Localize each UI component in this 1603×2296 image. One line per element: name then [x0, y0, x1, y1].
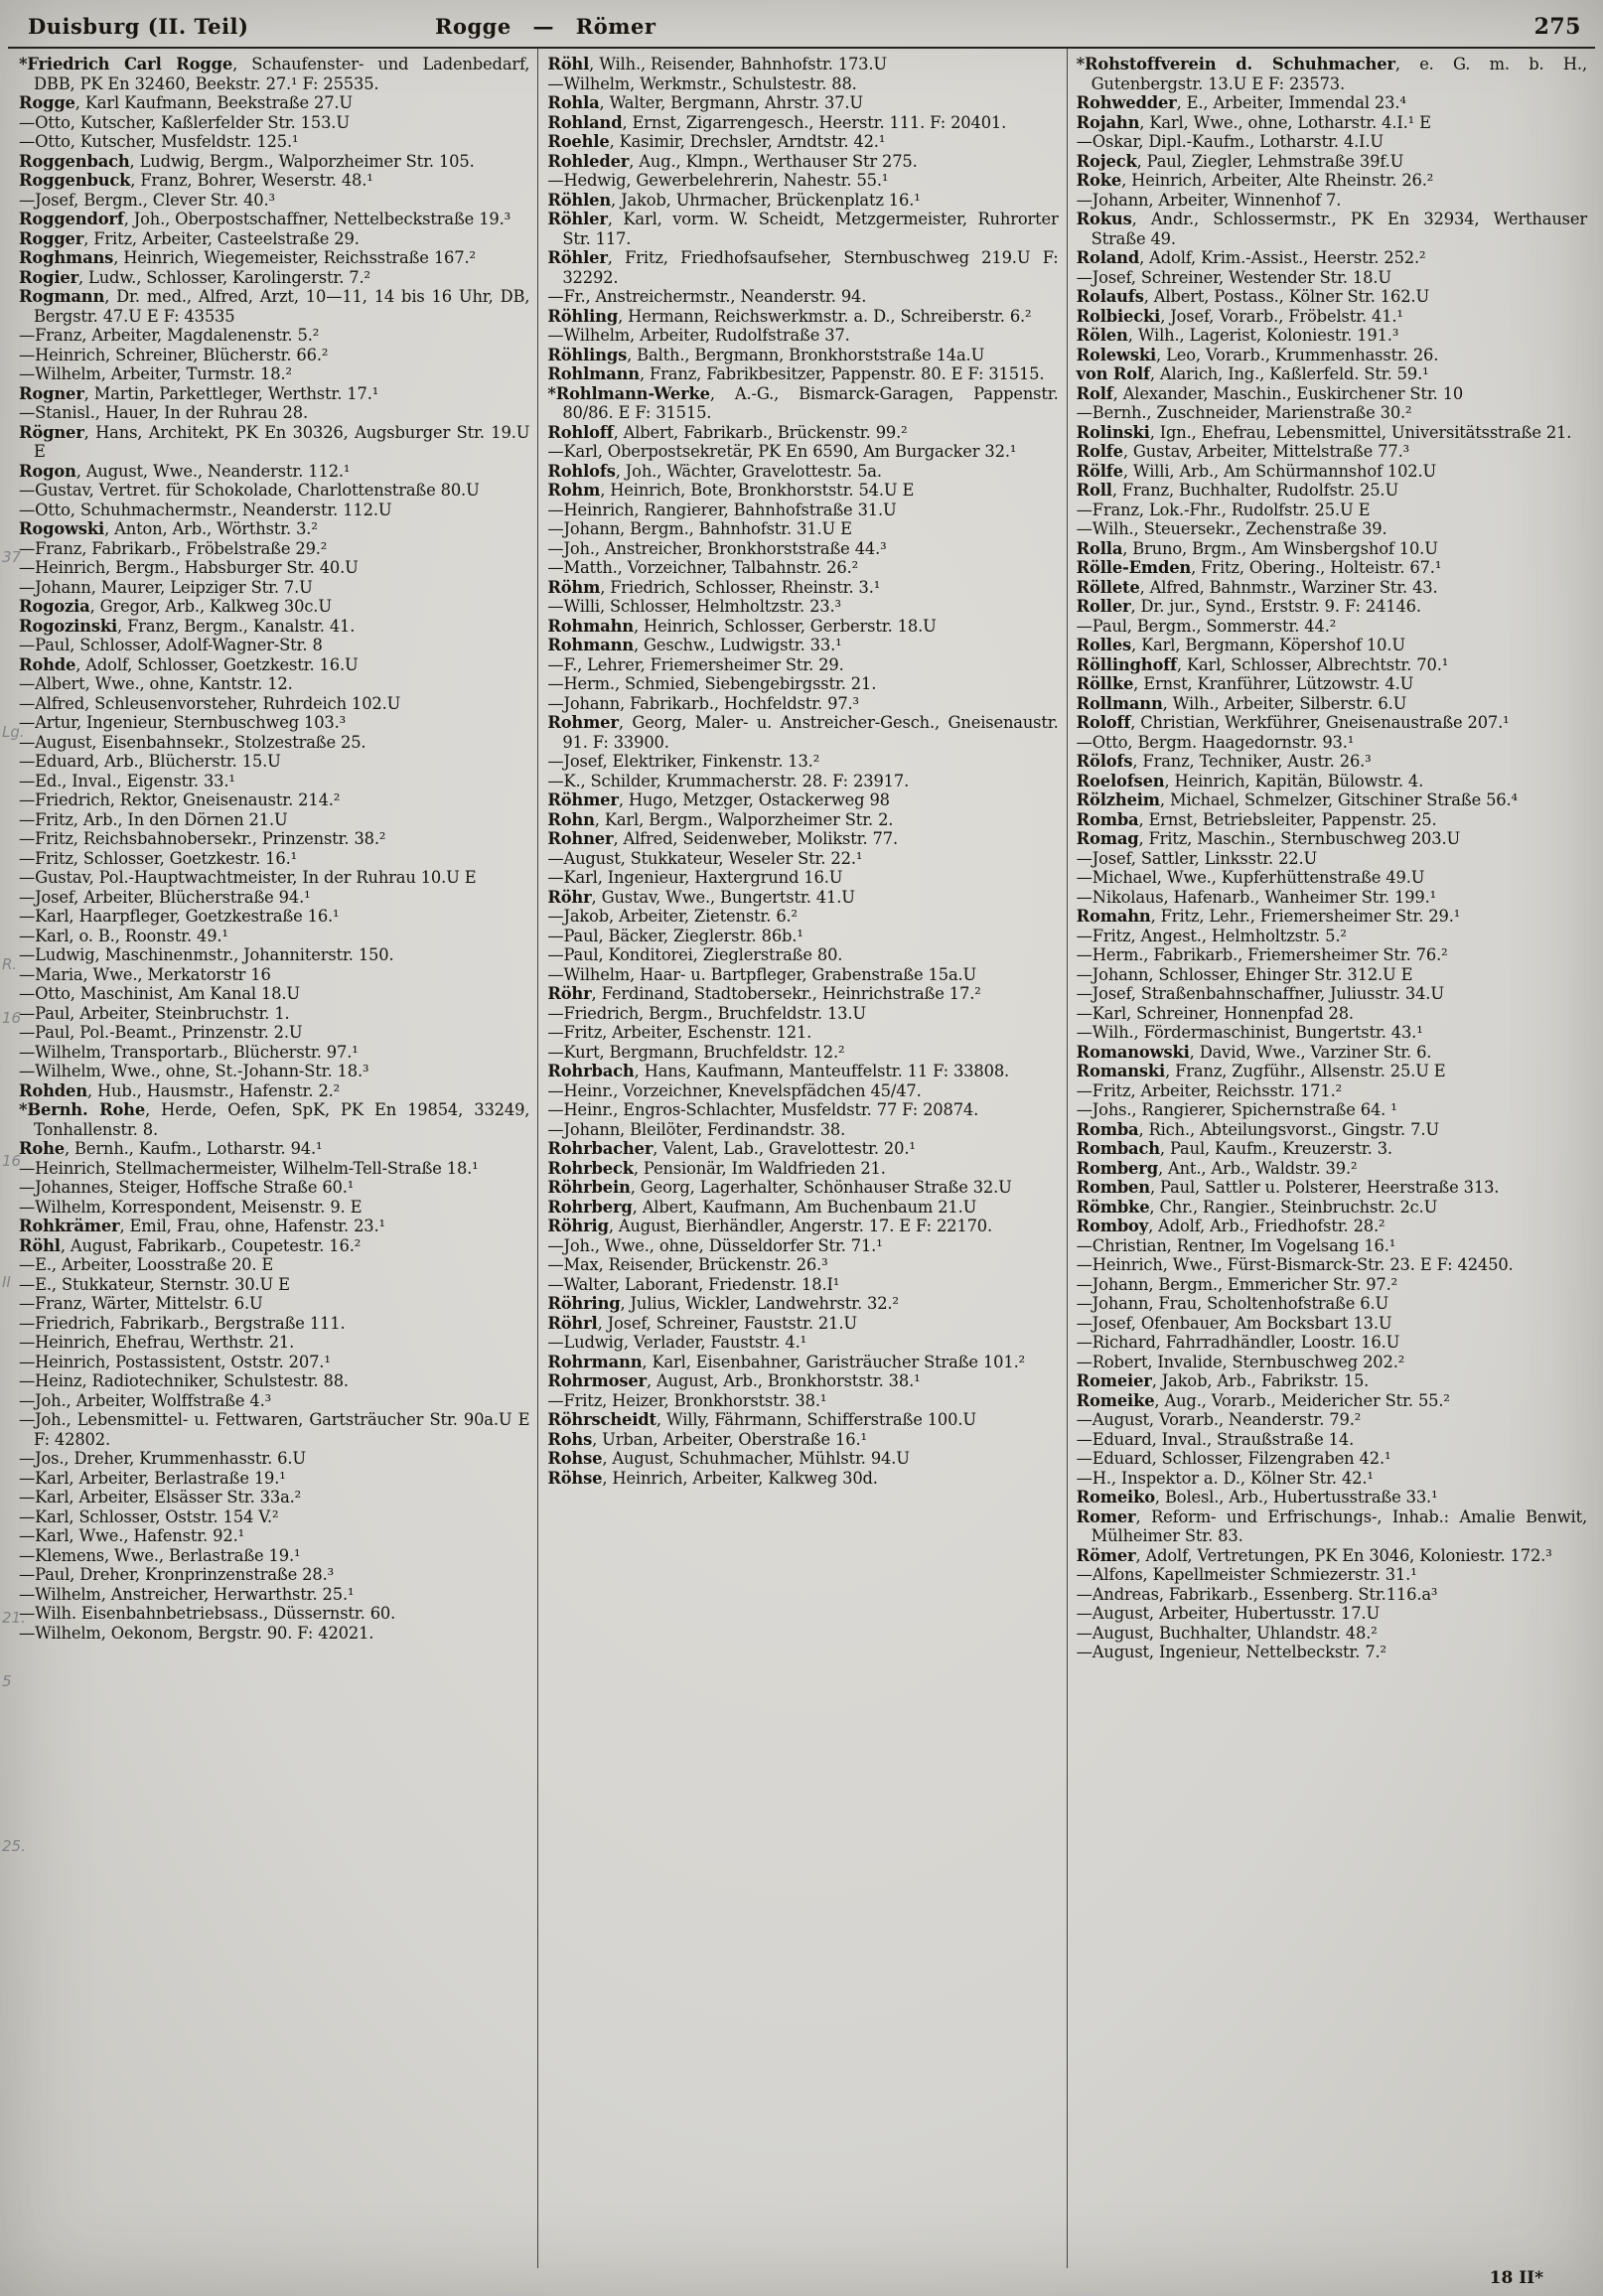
directory-entry: —Wilhelm, Oekonom, Bergstr. 90. F: 42021.: [19, 1623, 374, 1643]
directory-entry: —Jakob, Arbeiter, Zietenstr. 6.²: [547, 907, 798, 926]
directory-entry: Roelofsen, Heinrich, Kapitän, Bülowstr. 4.: [1076, 771, 1424, 790]
directory-entry: Röhler, Karl, vorm. W. Scheidt, Metzgermeister, Ruhrorter Str. 117.: [547, 210, 1059, 248]
directory-entry: Rohrmann, Karl, Eisenbahner, Garisträucher Straße 101.²: [547, 1352, 1025, 1371]
directory-entry: Rohmer, Georg, Maler- u. Anstreicher-Gesch., Gneisenaustr. 91. F: 33900.: [547, 713, 1059, 752]
directory-entry: —Paul, Bäcker, Zieglerstr. 86b.¹: [547, 926, 803, 945]
directory-entry: —Karl, Wwe., Hafenstr. 92.¹: [19, 1526, 244, 1545]
directory-entry: Romer, Reform- und Erfrischungs-, Inhab.: Amalie Benwit, Mülheimer Str. 83.: [1076, 1507, 1587, 1545]
directory-entry: —Fr., Anstreichermstr., Neanderstr. 94.: [547, 287, 867, 306]
directory-entry: —Heinr., Engros-Schlachter, Musfeldstr. 77 F: 20874.: [547, 1100, 979, 1119]
directory-entry: Röhrig, August, Bierhändler, Angerstr. 17. E F: 22170.: [547, 1217, 993, 1235]
directory-entry: —Stanisl., Hauer, In der Ruhrau 28.: [19, 403, 308, 422]
directory-entry: —Maria, Wwe., Merkatorstr 16: [19, 964, 271, 984]
directory-entry: —Heinr., Vorzeichner, Knevelspfädchen 45/47.: [547, 1080, 922, 1100]
directory-entry: Röhm, Friedrich, Schlosser, Rheinstr. 3.¹: [547, 577, 881, 597]
directory-column-2: [538, 53, 1066, 2268]
directory-entry: Rohleder, Aug., Klmpn., Werthauser Str 275.: [547, 151, 918, 171]
directory-entry: Rolfe, Gustav, Arbeiter, Mittelstraße 77.³: [1076, 442, 1409, 461]
directory-entry: Rohn, Karl, Bergm., Walporzheimer Str. 2.: [547, 809, 894, 829]
directory-entry: Röhrbein, Georg, Lagerhalter, Schönhauser Straße 32.U: [547, 1178, 1012, 1197]
directory-entry: —E., Stukkateur, Sternstr. 30.U E: [19, 1274, 290, 1294]
directory-entry: Röhrscheidt, Willy, Fährmann, Schifferstraße 100.U: [547, 1410, 976, 1429]
directory-entry: —Wilhelm, Anstreicher, Herwarthstr. 25.¹: [19, 1584, 355, 1604]
directory-entry: Rombach, Paul, Kaufm., Kreuzerstr. 3.: [1076, 1139, 1392, 1158]
directory-entry: Romberg, Ant., Arb., Waldstr. 39.²: [1076, 1158, 1358, 1178]
directory-entry: Rohrmoser, August, Arb., Bronkhorststr. 38.¹: [547, 1371, 921, 1390]
directory-entry: Rohland, Ernst, Zigarrengesch., Heerstr. 111. F: 20401.: [547, 112, 1007, 132]
directory-entry: Rohmahn, Heinrich, Schlosser, Gerberstr. 18.U: [547, 616, 937, 636]
directory-entry: —Andreas, Fabrikarb., Essenberg. Str.116.a³: [1076, 1584, 1438, 1604]
directory-entry: —Wilh., Steuersekr., Zechenstraße 39.: [1076, 519, 1387, 538]
directory-entry: Rohrbeck, Pensionär, Im Waldfrieden 21.: [547, 1158, 886, 1178]
directory-entry: —E., Arbeiter, Loosstraße 20. E: [19, 1255, 274, 1274]
directory-entry: —Eduard, Schlosser, Filzengraben 42.¹: [1076, 1449, 1391, 1468]
directory-entry: —Eduard, Arb., Blücherstr. 15.U: [19, 752, 281, 771]
directory-entry: Rogge, Karl Kaufmann, Beekstraße 27.U: [19, 93, 354, 112]
directory-entry: —Wilhelm, Transportarb., Blücherstr. 97.¹: [19, 1042, 359, 1062]
directory-entry: Rollmann, Wilh., Arbeiter, Silberstr. 6.U: [1076, 693, 1407, 713]
directory-entry: —Max, Reisender, Brückenstr. 26.³: [547, 1255, 828, 1274]
directory-entry: —Fritz, Schlosser, Goetzkestr. 16.¹: [19, 848, 297, 868]
directory-entry: Romag, Fritz, Maschin., Sternbuschweg 203.U: [1076, 829, 1461, 848]
directory-entry: —Hedwig, Gewerbelehrerin, Nahestr. 55.¹: [547, 171, 889, 190]
directory-entry: Rohloff, Albert, Fabrikarb., Brückenstr. 99.²: [547, 422, 908, 442]
directory-entry: Rolbiecki, Josef, Vorarb., Fröbelstr. 41.¹: [1076, 306, 1403, 326]
directory-entry: —Karl, Haarpfleger, Goetzkestraße 16.¹: [19, 907, 340, 926]
directory-entry: Röhling, Hermann, Reichswerkmstr. a. D., Schreiberstr. 6.²: [547, 306, 1032, 326]
directory-entry: Romeier, Jakob, Arb., Fabrikstr. 15.: [1076, 1371, 1370, 1390]
directory-entry: —Fritz, Heizer, Bronkhorststr. 38.¹: [547, 1390, 827, 1410]
directory-entry: —Klemens, Wwe., Berlastraße 19.¹: [19, 1545, 301, 1565]
directory-entry: —Karl, o. B., Roonstr. 49.¹: [19, 926, 228, 945]
directory-entry: —Heinrich, Schreiner, Blücherstr. 66.²: [19, 345, 329, 364]
page-number: 275: [1533, 14, 1581, 40]
directory-entry: Rolles, Karl, Bergmann, Köpershof 10.U: [1076, 636, 1405, 654]
directory-entry: Rogozia, Gregor, Arb., Kalkweg 30c.U: [19, 597, 332, 616]
margin-annotation: 25.: [2, 1837, 26, 1855]
directory-entry: —Johann, Bleilöter, Ferdinandstr. 38.: [547, 1119, 846, 1139]
directory-entry: Rolla, Bruno, Brgm., Am Winsbergshof 10.U: [1076, 538, 1438, 558]
directory-entry: —Michael, Wwe., Kupferhüttenstraße 49.U: [1076, 868, 1425, 887]
directory-entry: —Otto, Kutscher, Musfeldstr. 125.¹: [19, 132, 299, 151]
directory-entry: Rolf, Alexander, Maschin., Euskirchener Str. 10: [1076, 383, 1464, 403]
page-header: [0, 14, 1603, 46]
margin-annotation: R.: [2, 955, 18, 973]
directory-entry: —Christian, Rentner, Im Vogelsang 16.¹: [1076, 1235, 1396, 1255]
directory-entry: —Paul, Pol.-Beamt., Prinzenstr. 2.U: [19, 1023, 303, 1042]
directory-entry: Röhlen, Jakob, Uhrmacher, Brückenplatz 16.¹: [547, 190, 921, 210]
directory-entry: —Johs., Rangierer, Spichernstraße 64. ¹: [1076, 1100, 1397, 1119]
directory-entry: —Paul, Dreher, Kronprinzenstraße 28.³: [19, 1565, 334, 1584]
directory-entry: —Fritz, Reichsbahnobersekr., Prinzenstr. 38.²: [19, 829, 386, 848]
directory-entry: —Bernh., Zuschneider, Marienstraße 30.²: [1076, 403, 1412, 422]
directory-entry: —Richard, Fahrradhändler, Loostr. 16.U: [1076, 1333, 1400, 1352]
directory-entry: —Karl, Ingenieur, Haxtergrund 16.U: [547, 868, 843, 887]
margin-annotation: 21.: [2, 1609, 26, 1627]
directory-entry: —Kurt, Bergmann, Bruchfeldstr. 12.²: [547, 1042, 845, 1062]
directory-entry: Rohlmann, Franz, Fabrikbesitzer, Pappenstr. 80. E F: 31515.: [547, 364, 1045, 383]
directory-entry: —Johann, Schlosser, Ehinger Str. 312.U E: [1076, 964, 1413, 984]
directory-entry: Röhler, Fritz, Friedhofsaufseher, Sternbuschweg 219.U F: 32292.: [547, 248, 1059, 287]
directory-entry: Röhrl, Josef, Schreiner, Fauststr. 21.U: [547, 1313, 857, 1333]
directory-entry: Roller, Dr. jur., Synd., Erststr. 9. F: 24146.: [1076, 597, 1421, 616]
directory-entry: Rohkrämer, Emil, Frau, ohne, Hafenstr. 23.¹: [19, 1217, 385, 1235]
directory-entry: —Herm., Fabrikarb., Friemersheimer Str. 76.²: [1076, 945, 1448, 964]
directory-entry: —August, Eisenbahnsekr., Stolzestraße 25.: [19, 732, 366, 752]
directory-entry: —Joh., Lebensmittel- u. Fettwaren, Gartsträucher Str. 90a.U E F: 42802.: [19, 1410, 530, 1449]
directory-entry: —Heinz, Radiotechniker, Schulstestr. 88.: [19, 1371, 349, 1390]
directory-entry: —Jos., Dreher, Krummenhasstr. 6.U: [19, 1449, 306, 1468]
directory-entry: —Josef, Sattler, Linksstr. 22.U: [1076, 848, 1318, 868]
directory-entry: Rohs, Urban, Arbeiter, Oberstraße 16.¹: [547, 1429, 867, 1449]
directory-entry: Romboy, Adolf, Arb., Friedhofstr. 28.²: [1076, 1217, 1385, 1235]
directory-entry: —Josef, Ofenbauer, Am Bocksbart 13.U: [1076, 1313, 1392, 1333]
directory-entry: —Karl, Schlosser, Oststr. 154 V.²: [19, 1507, 279, 1526]
directory-entry: —Willi, Schlosser, Helmholtzstr. 23.³: [547, 597, 841, 616]
directory-entry: —F., Lehrer, Friemersheimer Str. 29.: [547, 654, 844, 674]
directory-entry: Rohrbacher, Valent, Lab., Gravelottestr. 20.¹: [547, 1139, 916, 1158]
directory-column-3: [1068, 53, 1595, 2268]
directory-entry: —Fritz, Angest., Helmholtzstr. 5.²: [1076, 926, 1347, 945]
directory-entry: Roggendorf, Joh., Oberpostschaffner, Nettelbeckstraße 19.³: [19, 210, 511, 228]
directory-entry: —August, Arbeiter, Hubertusstr. 17.U: [1076, 1604, 1381, 1623]
directory-entry: —Otto, Schuhmachermstr., Neanderstr. 112.U: [19, 500, 392, 519]
directory-entry: —Otto, Maschinist, Am Kanal 18.U: [19, 984, 300, 1003]
directory-entry: Rolinski, Ign., Ehefrau, Lebensmittel, Universitätsstraße 21.: [1076, 422, 1572, 442]
directory-entry: —Franz, Fabrikarb., Fröbelstraße 29.²: [19, 538, 328, 558]
directory-entry: Rojahn, Karl, Wwe., ohne, Lotharstr. 4.I.¹ E: [1076, 112, 1431, 132]
directory-entry: Romanski, Franz, Zugführ., Allsenstr. 25.U E: [1076, 1062, 1446, 1080]
directory-entry: —Johann, Fabrikarb., Hochfeldstr. 97.³: [547, 693, 859, 713]
directory-entry: —Johann, Bergm., Emmericher Str. 97.²: [1076, 1274, 1398, 1294]
directory-entry: —Ludwig, Verlader, Fauststr. 4.¹: [547, 1333, 807, 1352]
directory-entry: *Bernh. Rohe, Herde, Oefen, SpK, PK En 19854, 33249, Tonhallenstr. 8.: [19, 1100, 530, 1139]
printers-signature: 18 II*: [1489, 2268, 1543, 2288]
directory-entry: —Paul, Arbeiter, Steinbruchstr. 1.: [19, 1003, 290, 1023]
directory-entry: Roggenbuck, Franz, Bohrer, Weserstr. 48.¹: [19, 171, 373, 190]
directory-entry: Roggenbach, Ludwig, Bergm., Walporzheimer Str. 105.: [19, 151, 475, 171]
directory-entry: Romba, Ernst, Betriebsleiter, Pappenstr. 25.: [1076, 809, 1437, 829]
directory-entry: —Josef, Schreiner, Westender Str. 18.U: [1076, 267, 1391, 287]
margin-annotation: 16: [2, 1009, 22, 1027]
directory-entry: Rogon, August, Wwe., Neanderstr. 112.¹: [19, 461, 351, 481]
directory-entry: —Wilhelm, Arbeiter, Rudolfstraße 37.: [547, 326, 850, 345]
directory-entry: *Rohstoffverein d. Schuhmacher, e. G. m. b. H., Gutenbergstr. 13.U E F: 23573.: [1076, 55, 1587, 93]
directory-entry: Rohden, Hub., Hausmstr., Hafenstr. 2.²: [19, 1080, 341, 1100]
directory-entry: Röhl, August, Fabrikarb., Coupetestr. 16.²: [19, 1235, 362, 1255]
directory-entry: Röhr, Ferdinand, Stadtobersekr., Heinrichstraße 17.²: [547, 984, 981, 1003]
directory-entry: —Karl, Arbeiter, Berlastraße 19.¹: [19, 1468, 286, 1488]
directory-entry: Roke, Heinrich, Arbeiter, Alte Rheinstr. 26.²: [1076, 171, 1434, 190]
directory-entry: Röhring, Julius, Wickler, Landwehrstr. 32.²: [547, 1294, 899, 1313]
directory-entry: —Ed., Inval., Eigenstr. 33.¹: [19, 771, 235, 790]
directory-entry: —Ludwig, Maschinenmstr., Johanniterstr. 150.: [19, 945, 394, 964]
directory-entry: Rohde, Adolf, Schlosser, Goetzkestr. 16.U: [19, 654, 359, 674]
header-name-range: Rogge — Römer: [435, 14, 656, 39]
directory-entry: —Heinrich, Stellmachermeister, Wilhelm-Tell-Straße 18.¹: [19, 1158, 479, 1178]
directory-entry: —Karl, Arbeiter, Elsässer Str. 33a.²: [19, 1488, 302, 1507]
directory-entry: *Rohlmann-Werke, A.-G., Bismarck-Garagen, Pappenstr. 80/86. E F: 31515.: [547, 383, 1059, 422]
directory-columns: [10, 53, 1595, 2268]
directory-entry: —Joh., Anstreicher, Bronkhorststraße 44.³: [547, 538, 887, 558]
header-rule: [8, 47, 1595, 49]
directory-entry: Romba, Rich., Abteilungsvorst., Gingstr. 7.U: [1076, 1119, 1439, 1139]
directory-entry: —Gustav, Pol.-Hauptwachtmeister, In der Ruhrau 10.U E: [19, 868, 477, 887]
directory-entry: —Heinrich, Ehefrau, Werthstr. 21.: [19, 1333, 295, 1352]
directory-entry: —Nikolaus, Hafenarb., Wanheimer Str. 199.¹: [1076, 887, 1437, 907]
directory-entry: Röhse, Heinrich, Arbeiter, Kalkweg 30d.: [547, 1468, 878, 1488]
directory-entry: Röhmer, Hugo, Metzger, Ostackerweg 98: [547, 790, 890, 809]
directory-entry: —Paul, Schlosser, Adolf-Wagner-Str. 8: [19, 636, 323, 654]
directory-entry: —Karl, Schreiner, Honnenpfad 28.: [1076, 1003, 1354, 1023]
directory-entry: —Josef, Bergm., Clever Str. 40.³: [19, 190, 275, 210]
directory-entry: Rohwedder, E., Arbeiter, Immendal 23.⁴: [1076, 93, 1406, 112]
directory-entry: —Josef, Arbeiter, Blücherstraße 94.¹: [19, 887, 311, 907]
directory-entry: Rohner, Alfred, Seidenweber, Molikstr. 77.: [547, 829, 898, 848]
directory-entry: Rölle-Emden, Fritz, Obering., Holteistr. 67.¹: [1076, 558, 1442, 577]
directory-entry: —Otto, Kutscher, Kaßlerfelder Str. 153.U: [19, 112, 350, 132]
directory-entry: —Johann, Maurer, Leipziger Str. 7.U: [19, 577, 313, 597]
directory-entry: Rölofs, Franz, Techniker, Austr. 26.³: [1076, 752, 1372, 771]
directory-entry: —Friedrich, Rektor, Gneisenaustr. 214.²: [19, 790, 341, 809]
directory-entry: —Johann, Frau, Scholtenhofstraße 6.U: [1076, 1294, 1389, 1313]
directory-entry: —Artur, Ingenieur, Sternbuschweg 103.³: [19, 713, 347, 732]
directory-entry: —Franz, Arbeiter, Magdalenenstr. 5.²: [19, 326, 320, 345]
directory-entry: —August, Buchhalter, Uhlandstr. 48.²: [1076, 1623, 1378, 1643]
directory-entry: —Fritz, Arb., In den Dörnen 21.U: [19, 809, 288, 829]
directory-entry: *Friedrich Carl Rogge, Schaufenster- und Ladenbedarf, DBB, PK En 32460, Beekstr. 27.¹ F: 25535.: [19, 55, 530, 93]
directory-entry: —Wilhelm, Haar- u. Bartpfleger, Grabenstraße 15a.U: [547, 964, 977, 984]
margin-annotation: 5: [2, 1672, 12, 1690]
margin-annotation: Lg.: [2, 723, 25, 741]
directory-entry: Romahn, Fritz, Lehr., Friemersheimer Str. 29.¹: [1076, 907, 1461, 926]
directory-entry: —Karl, Oberpostsekretär, PK En 6590, Am Burgacker 32.¹: [547, 442, 1017, 461]
directory-entry: —Alfred, Schleusenvorsteher, Ruhrdeich 102.U: [19, 693, 401, 713]
directory-entry: Romben, Paul, Sattler u. Polsterer, Heerstraße 313.: [1076, 1178, 1500, 1197]
directory-entry: —Friedrich, Bergm., Bruchfeldstr. 13.U: [547, 1003, 866, 1023]
directory-entry: —Wilhelm, Wwe., ohne, St.-Johann-Str. 18.³: [19, 1062, 369, 1080]
directory-entry: von Rolf, Alarich, Ing., Kaßlerfeld. Str. 59.¹: [1076, 364, 1429, 383]
directory-entry: —Johann, Arbeiter, Winnenhof 7.: [1076, 190, 1342, 210]
directory-entry: Rogmann, Dr. med., Alfred, Arzt, 10—11, 14 bis 16 Uhr, DB, Bergstr. 47.U E F: 43535: [19, 287, 530, 326]
directory-entry: Röllinghoff, Karl, Schlosser, Albrechtstr. 70.¹: [1076, 654, 1449, 674]
directory-entry: Rölen, Wilh., Lagerist, Koloniestr. 191.³: [1076, 326, 1399, 345]
directory-entry: —Robert, Invalide, Sternbuschweg 202.²: [1076, 1352, 1405, 1371]
directory-entry: Rojeck, Paul, Ziegler, Lehmstraße 39f.U: [1076, 151, 1404, 171]
directory-entry: —August, Stukkateur, Weseler Str. 22.¹: [547, 848, 863, 868]
directory-entry: Rohlofs, Joh., Wächter, Gravelottestr. 5a.: [547, 461, 882, 481]
directory-entry: —Heinrich, Postassistent, Oststr. 207.¹: [19, 1352, 331, 1371]
directory-entry: —Alfons, Kapellmeister Schmiezerstr. 31.¹: [1076, 1565, 1417, 1584]
directory-entry: —Josef, Elektriker, Finkenstr. 13.²: [547, 752, 820, 771]
directory-entry: —Johann, Bergm., Bahnhofstr. 31.U E: [547, 519, 852, 538]
directory-entry: Rohrbach, Hans, Kaufmann, Manteuffelstr. 11 F: 33808.: [547, 1062, 1010, 1080]
directory-column-1: [10, 53, 537, 2268]
directory-entry: Rokus, Andr., Schlossermstr., PK En 32934, Werthauser Straße 49.: [1076, 210, 1587, 248]
directory-entry: —Franz, Wärter, Mittelstr. 6.U: [19, 1294, 263, 1313]
directory-entry: Rohm, Heinrich, Bote, Bronkhorststr. 54.U E: [547, 481, 915, 500]
margin-annotation: 37: [2, 548, 22, 566]
directory-entry: —Josef, Straßenbahnschaffner, Juliusstr. 34.U: [1076, 984, 1444, 1003]
directory-entry: Rogner, Martin, Parkettleger, Werthstr. 17.¹: [19, 383, 379, 403]
directory-entry: Roland, Adolf, Krim.-Assist., Heerstr. 252.²: [1076, 248, 1426, 267]
directory-entry: Rölfe, Willi, Arb., Am Schürmannshof 102.U: [1076, 461, 1437, 481]
directory-entry: Romeike, Aug., Vorarb., Meidericher Str. 55.²: [1076, 1390, 1450, 1410]
directory-entry: Rogier, Ludw., Schlosser, Karolingerstr. 7.²: [19, 267, 370, 287]
directory-entry: —Wilhelm, Werkmstr., Schulstestr. 88.: [547, 73, 857, 93]
directory-entry: —Wilh., Fördermaschinist, Bungertstr. 43.¹: [1076, 1023, 1423, 1042]
directory-entry: Römer, Adolf, Vertretungen, PK En 3046, Koloniestr. 172.³: [1076, 1545, 1552, 1565]
directory-entry: —Heinrich, Rangierer, Bahnhofstraße 31.U: [547, 500, 897, 519]
directory-entry: Röllete, Alfred, Bahnmstr., Warziner Str. 43.: [1076, 577, 1438, 597]
directory-entry: —Fritz, Arbeiter, Eschenstr. 121.: [547, 1023, 812, 1042]
directory-entry: —Franz, Lok.-Fhr., Rudolfstr. 25.U E: [1076, 500, 1371, 519]
directory-entry: Rölzheim, Michael, Schmelzer, Gitschiner Straße 56.⁴: [1076, 790, 1518, 809]
directory-entry: —Wilh. Eisenbahnbetriebsass., Düssernstr. 60.: [19, 1604, 396, 1623]
margin-annotation: 16: [2, 1152, 22, 1170]
directory-entry: —August, Ingenieur, Nettelbeckstr. 7.²: [1076, 1643, 1386, 1661]
directory-entry: —Walter, Laborant, Friedenstr. 18.I¹: [547, 1274, 840, 1294]
directory-entry: Röhr, Gustav, Wwe., Bungertstr. 41.U: [547, 887, 855, 907]
directory-entry: Rögner, Hans, Architekt, PK En 30326, Augsburger Str. 19.U E: [19, 422, 530, 461]
directory-entry: —Joh., Wwe., ohne, Düsseldorfer Str. 71.¹: [547, 1235, 883, 1255]
directory-entry: Rohe, Bernh., Kaufm., Lotharstr. 94.¹: [19, 1139, 323, 1158]
directory-entry: Rohmann, Geschw., Ludwigstr. 33.¹: [547, 636, 842, 654]
directory-entry: —K., Schilder, Krummacherstr. 28. F: 23917.: [547, 771, 910, 790]
directory-entry: Romanowski, David, Wwe., Varziner Str. 6.: [1076, 1042, 1432, 1062]
directory-entry: —Otto, Bergm. Haagedornstr. 93.¹: [1076, 732, 1355, 752]
margin-annotation: II: [2, 1273, 11, 1291]
directory-entry: Römbke, Chr., Rangier., Steinbruchstr. 2c.U: [1076, 1197, 1438, 1217]
directory-entry: —Heinrich, Wwe., Fürst-Bismarck-Str. 23. E F: 42450.: [1076, 1255, 1514, 1274]
directory-entry: Röhl, Wilh., Reisender, Bahnhofstr. 173.U: [547, 55, 887, 73]
directory-entry: Roghmans, Heinrich, Wiegemeister, Reichsstraße 167.²: [19, 248, 476, 267]
directory-entry: Rolaufs, Albert, Postass., Kölner Str. 162.U: [1076, 287, 1430, 306]
directory-entry: Rolewski, Leo, Vorarb., Krummenhasstr. 26.: [1076, 345, 1439, 364]
directory-entry: —Friedrich, Fabrikarb., Bergstraße 111.: [19, 1313, 346, 1333]
directory-entry: Rohse, August, Schuhmacher, Mühlstr. 94.U: [547, 1449, 910, 1468]
directory-entry: —Matth., Vorzeichner, Talbahnstr. 26.²: [547, 558, 858, 577]
directory-entry: —Fritz, Arbeiter, Reichsstr. 171.²: [1076, 1080, 1343, 1100]
directory-entry: —Albert, Wwe., ohne, Kantstr. 12.: [19, 674, 293, 693]
directory-entry: Rogger, Fritz, Arbeiter, Casteelstraße 29.: [19, 228, 360, 248]
directory-entry: Rohrberg, Albert, Kaufmann, Am Buchenbaum 21.U: [547, 1197, 977, 1217]
directory-entry: —Herm., Schmied, Siebengebirgsstr. 21.: [547, 674, 877, 693]
directory-entry: —Johannes, Steiger, Hoffsche Straße 60.¹: [19, 1178, 355, 1197]
directory-entry: —Joh., Arbeiter, Wolffstraße 4.³: [19, 1390, 271, 1410]
directory-entry: Romeiko, Bolesl., Arb., Hubertusstraße 33.¹: [1076, 1488, 1438, 1507]
directory-entry: —Heinrich, Bergm., Habsburger Str. 40.U: [19, 558, 359, 577]
directory-entry: —Wilhelm, Korrespondent, Meisenstr. 9. E: [19, 1197, 363, 1217]
directory-entry: Rogozinski, Franz, Bergm., Kanalstr. 41.: [19, 616, 356, 636]
directory-entry: —Paul, Bergm., Sommerstr. 44.²: [1076, 616, 1337, 636]
directory-entry: Roll, Franz, Buchhalter, Rudolfstr. 25.U: [1076, 481, 1399, 500]
directory-entry: Rohla, Walter, Bergmann, Ahrstr. 37.U: [547, 93, 864, 112]
directory-entry: Röllke, Ernst, Kranführer, Lützowstr. 4.U: [1076, 674, 1414, 693]
directory-entry: —Wilhelm, Arbeiter, Turmstr. 18.²: [19, 364, 292, 383]
directory-entry: —August, Vorarb., Neanderstr. 79.²: [1076, 1410, 1362, 1429]
directory-entry: Rogowski, Anton, Arb., Wörthstr. 3.²: [19, 519, 318, 538]
directory-entry: —Eduard, Inval., Straußstraße 14.: [1076, 1429, 1355, 1449]
directory-entry: —Oskar, Dipl.-Kaufm., Lotharstr. 4.I.U: [1076, 132, 1384, 151]
directory-entry: Roehle, Kasimir, Drechsler, Arndtstr. 42.¹: [547, 132, 886, 151]
directory-entry: —H., Inspektor a. D., Kölner Str. 42.¹: [1076, 1468, 1374, 1488]
directory-entry: Röhlings, Balth., Bergmann, Bronkhorststraße 14a.U: [547, 345, 985, 364]
directory-entry: —Paul, Konditorei, Zieglerstraße 80.: [547, 945, 843, 964]
header-city: Duisburg (II. Teil): [28, 14, 249, 39]
directory-entry: —Gustav, Vertret. für Schokolade, Charlottenstraße 80.U: [19, 481, 480, 500]
directory-entry: Roloff, Christian, Werkführer, Gneisenaustraße 207.¹: [1076, 713, 1510, 732]
